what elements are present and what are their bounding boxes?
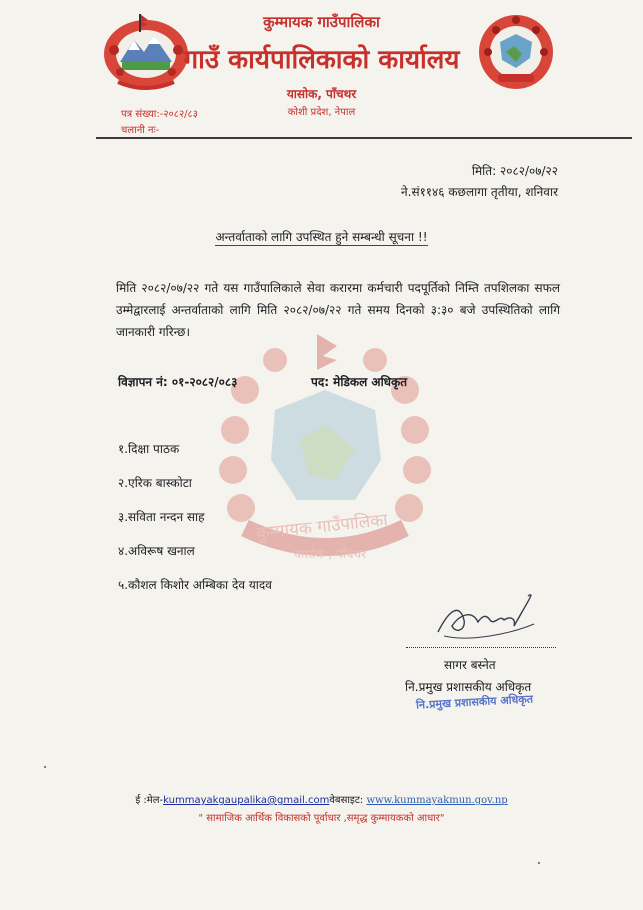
notice-subject-text: अन्तर्वाताको लागि उपस्थित हुने सम्बन्धी सूचना !! (215, 230, 428, 244)
handwritten-signature-icon (430, 586, 540, 646)
notice-subject (0, 228, 643, 245)
list-item: ५.कौशल किशोर अम्बिका देव यादव (118, 578, 272, 592)
list-item: ४.अविरूष खनाल (118, 544, 195, 558)
municipality-name: कुम्मायक गाउँपालिका (263, 13, 380, 31)
contact-footer (0, 792, 643, 806)
paper-speck (44, 766, 46, 768)
signatory-title: नि.प्रमुख प्रशासकीय अधिकृत (405, 680, 532, 694)
official-stamp: नि.प्रमुख प्रशासकीय अधिकृत (415, 692, 534, 712)
paper-speck (538, 862, 540, 864)
watermark-text-2: यासोक , पाँचथर (294, 547, 367, 561)
date-bs: मिति: २०८२/०७/२२ (471, 164, 558, 178)
province-country: कोशी प्रदेश, नेपाल (287, 107, 356, 118)
website-link[interactable]: www.kummayakmun.gov.np (366, 795, 508, 806)
advertisement-number: विज्ञापन नं: ०१-२०८२/०८३ (118, 375, 238, 389)
office-location: यासोक, पाँचथर (286, 87, 357, 101)
post-title: पद: मेडिकल अधिकृत (311, 375, 408, 389)
website-label: वेबसाइट: (329, 795, 364, 806)
list-item: १.दिक्षा पाठक (118, 442, 180, 456)
watermark-text-1: कुम्मायक गाउँपालिका (255, 510, 389, 544)
list-item: ३.सविता नन्दन साह (118, 510, 205, 524)
candidate-list (118, 440, 272, 610)
list-item: २.एरिक बास्कोटा (118, 476, 192, 490)
slogan: " सामाजिक आर्थिक विकासको पूर्वाधार ,समृद्ध कुम्मायकको आधार" (198, 813, 445, 824)
signature-line (406, 647, 556, 648)
header-divider (96, 137, 632, 139)
email-label: ई :मेल- (135, 795, 164, 806)
letter-number: पत्र संख्या:-२०८२/८३ (121, 109, 198, 120)
notice-body: मिति २०८२/०७/२२ गते यस गाउँपालिकाले सेवा करारमा कर्मचारी पदपूर्तिको निम्ति तपशिलका सफल उम्मेद्वारलाई अन्तर्वाताको लागि मिति २०८२/०७/२२ गते समय दिनको ३:३० बजे उपस्थितिको लागि जानकारी गरिन्छ। (116, 281, 560, 339)
email-link[interactable]: kummayakgaupalika@gmail.com (163, 795, 330, 806)
office-title: गाउँ कार्यपालिकाको कार्यालय (183, 45, 460, 75)
date-nepal-sambat: ने.सं११४६ कछलागा तृतीया, शनिवार (400, 185, 558, 199)
signatory-name: सागर बस्नेत (444, 658, 496, 672)
dispatch-number: चलानी नः- (121, 125, 160, 136)
